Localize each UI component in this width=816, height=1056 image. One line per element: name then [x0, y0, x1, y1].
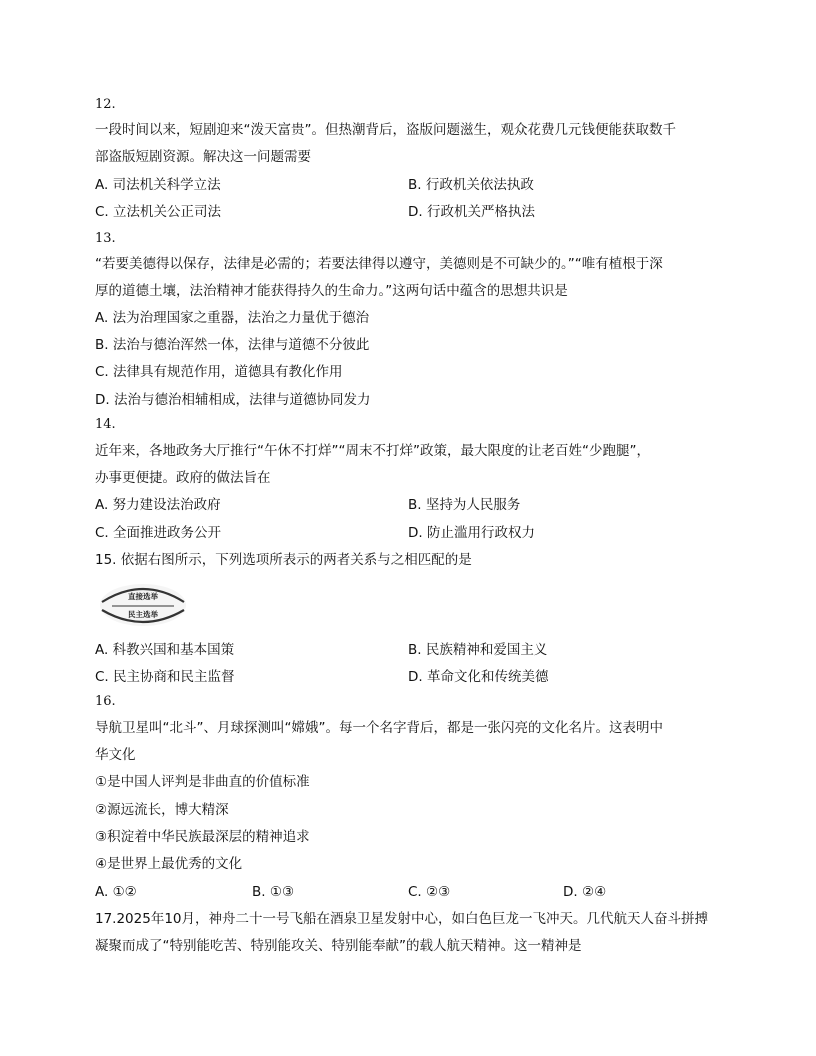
q12-option-c: C. 立法机关公正司法 — [95, 204, 222, 220]
q12-stem-line2: 部盗版短剧资源。解决这一问题需要 — [95, 149, 311, 165]
q16-number: 16. — [95, 694, 116, 709]
q17-stem-line2: 凝聚而成了“特别能吃苦、特别能攻关、特别能奉献”的载人航天精神。这一精神是 — [95, 938, 582, 954]
q14-option-d: D. 防止滥用行政权力 — [408, 525, 535, 541]
q13-option-b: B. 法治与德治浑然一体，法律与道德不分彼此 — [95, 337, 370, 353]
q14-option-a: A. 努力建设法治政府 — [95, 497, 221, 513]
q13-number: 13. — [95, 231, 116, 246]
q12-option-a: A. 司法机关科学立法 — [95, 177, 221, 193]
q15-option-a: A. 科教兴国和基本国策 — [95, 642, 235, 658]
q16-option-b: B. ①③ — [252, 884, 295, 900]
q12-option-b: B. 行政机关依法执政 — [408, 177, 534, 193]
q14-option-c: C. 全面推进政务公开 — [95, 525, 222, 541]
q16-statement-4: ④是世界上最优秀的文化 — [95, 856, 243, 872]
q13-stem-line1: “若要美德得以保存，法律是必需的；若要法律得以遵守，美德则是不可缺少的。”“唯有植根于深 — [95, 256, 663, 272]
q15-option-b: B. 民族精神和爱国主义 — [408, 642, 548, 658]
q16-statement-1: ①是中国人评判是非曲直的价值标准 — [95, 774, 310, 790]
q12-number: 12. — [95, 97, 116, 112]
q13-stem-line2: 厚的道德土壤，法治精神才能获得持久的生命力。”这两句话中蕴含的思想共识是 — [95, 283, 568, 299]
q16-stem-line1: 导航卫星叫“北斗”、月球探测叫“嫦娥”。每一个名字背后，都是一张闪亮的文化名片。这表明中 — [95, 720, 663, 736]
q12-option-d: D. 行政机关严格执法 — [408, 204, 535, 220]
q12-stem-line1: 一段时间以来，短剧迎来“泼天富贵”。但热潮背后，盗版问题滋生，观众花费几元钱便能获取数千 — [95, 122, 676, 138]
q17-stem-line1: 17.2025年10月，神舟二十一号飞船在酒泉卫星发射中心，如白色巨龙一飞冲天。几代航天人奋斗拼搏 — [95, 911, 709, 927]
q13-option-d: D. 法治与德治相辅相成，法律与道德协同发力 — [95, 392, 371, 408]
q16-option-c: C. ②③ — [408, 884, 451, 900]
q14-stem-line2: 办事更便捷。政府的做法旨在 — [95, 470, 271, 486]
q14-number: 14. — [95, 417, 116, 432]
q16-option-d: D. ②④ — [563, 884, 607, 900]
q15-option-d: D. 革命文化和传统美德 — [408, 669, 549, 685]
figure-bottom-label: 民主选举 — [128, 610, 158, 619]
q16-option-a: A. ①② — [95, 884, 137, 900]
q15-relationship-figure — [98, 582, 188, 628]
q13-option-a: A. 法为治理国家之重器，法治之力量优于德治 — [95, 310, 370, 326]
q16-statement-3: ③积淀着中华民族最深层的精神追求 — [95, 829, 310, 845]
figure-top-label: 直接选举 — [128, 592, 158, 601]
q16-statement-2: ②源远流长，博大精深 — [95, 802, 229, 818]
q14-stem-line1: 近年来，各地政务大厅推行“午休不打烊”“周末不打烊”政策，最大限度的让老百姓“少跑腿”， — [95, 443, 650, 459]
q15-stem: 15. 依据右图所示，下列选项所表示的两者关系与之相匹配的是 — [95, 552, 472, 568]
q15-option-c: C. 民主协商和民主监督 — [95, 669, 235, 685]
q14-option-b: B. 坚持为人民服务 — [408, 497, 521, 513]
q16-stem-line2: 华文化 — [95, 747, 136, 763]
q13-option-c: C. 法律具有规范作用，道德具有教化作用 — [95, 364, 343, 380]
